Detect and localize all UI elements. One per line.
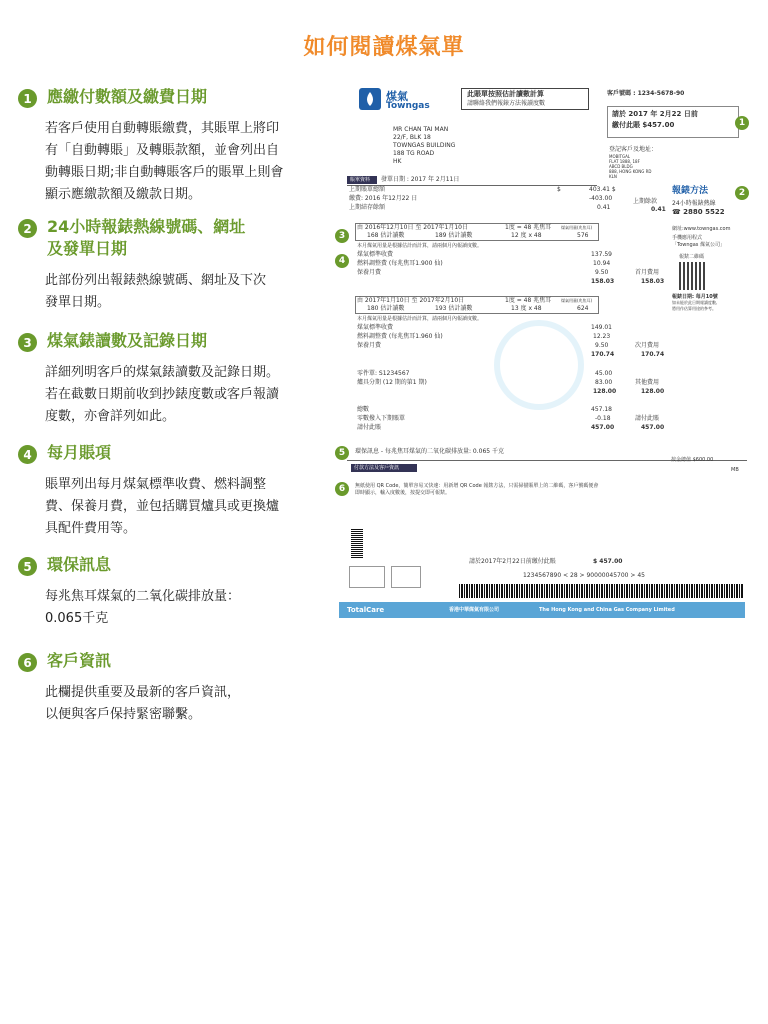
section-1 (18, 86, 330, 206)
info-bar: 付款方法及客戶資訊 (351, 464, 417, 472)
std-2: 149.01 (591, 324, 612, 331)
last-balance: 0.41 (651, 206, 666, 213)
section-number: 3 (18, 333, 37, 352)
section-number: 6 (18, 653, 37, 672)
currency-sign: $ (557, 186, 561, 193)
callout-2: 2 (735, 186, 749, 200)
section-title: 客戶資訊 (47, 651, 112, 670)
hotline-number: ☎ 2880 5522 (672, 208, 725, 216)
other-fees-value: 128.00 (641, 388, 665, 395)
round: -0.18 (595, 415, 611, 422)
next-report-date: 報錶日期: 每月10號 (672, 294, 718, 300)
towngas-logo-icon (359, 88, 381, 110)
section-title: 每月賬項 (47, 443, 112, 462)
usage-2: 624 (577, 305, 589, 312)
prev-balance-label: 上期賬單總額 (349, 186, 386, 193)
install-label: 爐具分期 (12 期的第1 期) (357, 379, 427, 386)
fuel-1-label: 燃料調整費 (每兆焦耳1.900 仙) (357, 260, 443, 267)
address-line: 22/F, BLK 18 (393, 134, 431, 141)
other-fees-label: 其他費用 (635, 379, 660, 386)
units-2: 13 度 x 48 (511, 305, 542, 312)
install-amount: 83.00 (595, 379, 613, 386)
website: 網址:www.towngas.com (672, 226, 731, 232)
payment-label: 繳費: 2016 年12月22 日 (349, 195, 418, 202)
side-barcode-icon (351, 528, 363, 558)
section-number: 5 (18, 557, 37, 576)
usage-1: 576 (577, 232, 589, 239)
notice-sub: 請聯絡我們報錶方法報讀度數 (467, 100, 546, 107)
slip-reference: 1234567890 < 28 > 90000045700 > 45 (523, 572, 645, 579)
bill-info-tag: 賬單資料 (347, 176, 377, 184)
mail-line: ABCD BLDG (609, 164, 633, 169)
report-title: 報錶方法 (672, 186, 709, 196)
next-report-note: 如未能於此日期報讀度數, (672, 300, 718, 305)
callout-5: 5 (335, 446, 349, 460)
section-title: 環保訊息 (47, 555, 112, 574)
section-title: 24小時報錶熱線號碼、網址 及發單日期 (47, 217, 246, 258)
mail-line: 888, HONG KONG RD (609, 169, 652, 174)
usage-2-label: 煤氣用量(兆焦耳) (561, 298, 593, 303)
estimate-note-2: 本月煤氣用量是根據估計而計算，請兩個月內報讀度數。 (357, 316, 483, 322)
section-4 (18, 442, 330, 540)
section-body: 若客戶使用自動轉賬繳費，其賬單上將印 有「自動轉賬」及轉賬款額，並會列出自 動轉賬日期;非自動轉賬客戶的賬單上則會 顯示應繳款額及繳款日期。 (45, 121, 284, 202)
bill-date: 發單日期 : 2017 年 2月11日 (381, 176, 460, 183)
order-amount: 45.00 (595, 370, 613, 377)
section-body: 此部份列出報錶熱線號碼、網址及下次 發單日期。 (45, 273, 267, 310)
payment-barcode-icon (459, 584, 743, 598)
section-body: 此欄提供重要及最新的客戶資訊， 以便與客戶保持緊密聯繫。 (45, 685, 241, 722)
mb-mark: MB (731, 467, 739, 473)
prev-balance: 403.41 $ (589, 186, 616, 193)
first-month-value: 158.03 (641, 278, 665, 285)
std-2-label: 煤氣標準收費 (357, 324, 394, 331)
info-text: 無紙使用 QR Code，簡單容易又快速：用新增 QR Code 報錶方法，只需掃描賬單上的二維碼，客戶號碼便會 (355, 483, 599, 489)
units-1: 12 度 x 48 (511, 232, 542, 239)
total: 457.18 (591, 406, 612, 413)
fuel-1: 10.94 (593, 260, 611, 267)
section-number: 4 (18, 445, 37, 464)
fuel-2-label: 燃料調整費 (每兆焦耳1.960 仙) (357, 333, 443, 340)
due-line-1: 請於 2017 年 2月22 日前 (612, 110, 698, 118)
address-line: MR CHAN TAI MAN (393, 126, 449, 133)
company-cn: 香港中華煤氣有限公司 (449, 607, 500, 613)
fuel-2: 12.23 (593, 333, 611, 340)
sample-gas-bill (339, 80, 751, 620)
total-label: 總數 (357, 406, 370, 413)
section-6 (18, 650, 330, 726)
remain-label: 上期結存餘額 (349, 204, 386, 211)
callout-6: 6 (335, 482, 349, 496)
section-number: 1 (18, 89, 37, 108)
mail-line: MOBITGAL (609, 154, 631, 159)
second-month-label: 次月費用 (635, 342, 660, 349)
callout-3: 3 (335, 229, 349, 243)
due-line-2: 繳付此賬 $457.00 (612, 121, 675, 129)
qr-label: 報錶二維碼 (679, 254, 705, 260)
section-3 (18, 330, 330, 428)
logo-english: Towngas (386, 101, 430, 111)
address-line: HK (393, 158, 402, 165)
round-label: 零數撥入下期賬單 (357, 415, 406, 422)
reading-1a: 168 估計讀數 (367, 232, 405, 239)
company-en: The Hong Kong and China Gas Company Limited (539, 607, 675, 613)
subtotal-1: 158.03 (591, 278, 615, 285)
pay-label: 請付此賬 (357, 424, 382, 431)
fsc-logo-icon (349, 566, 385, 588)
reading-2b: 193 估計讀數 (435, 305, 473, 312)
slip-amount: $ 457.00 (593, 558, 623, 565)
section-title: 煤氣錶讀數及記錄日期 (47, 331, 208, 350)
std-1-label: 煤氣標準收費 (357, 251, 394, 258)
callout-4: 4 (335, 254, 349, 268)
address-line: 188 TG ROAD (393, 150, 435, 157)
section-title: 應繳付數額及繳費日期 (47, 87, 208, 106)
logo-chinese: 煤氣 (386, 90, 408, 103)
unit-2: 1度 = 48 兆焦耳 (505, 297, 552, 304)
section-body: 每兆焦耳煤氣的二氧化碳排放量： 0.065千克 (45, 589, 241, 626)
info-text: 即時顯示，輸入度數後，按提交即可報錶。 (355, 490, 451, 496)
next-report-note: 將用作估算用途的參考。 (672, 306, 716, 311)
callout-1: 1 (735, 116, 749, 130)
reading-2a: 180 估計讀數 (367, 305, 405, 312)
certificate-icon (391, 566, 421, 588)
account-number: 客戶號碼 : 1234-5678-90 (607, 90, 685, 97)
mail-label: 登記客戶及地址： (609, 146, 658, 153)
hotline-label: 24小時報錶熱線 (672, 200, 716, 207)
maint-2-label: 保養月費 (357, 342, 382, 349)
footer-brand: TotalCare (347, 606, 385, 614)
usage-1-label: 煤氣用量(兆焦耳) (561, 225, 593, 230)
maint-1-label: 保養月費 (357, 269, 382, 276)
reading-1b: 189 估計讀數 (435, 232, 473, 239)
remain: 0.41 (597, 204, 611, 211)
qr-code-icon (679, 262, 707, 290)
pay-amount: 457.00 (591, 424, 615, 431)
estimate-note-1: 本月煤氣用量是根據估計而計算，請兩個月內報讀度數。 (357, 243, 483, 249)
period-2: 由 2017年1月10日 至 2017年2月10日 (357, 297, 465, 304)
order-label: 零件單: S1234567 (357, 370, 410, 377)
flame-watermark-icon (494, 320, 584, 410)
mail-line: FLAT 1888, 18F (609, 159, 640, 164)
section-number: 2 (18, 219, 37, 238)
maint-2: 9.50 (595, 342, 609, 349)
notice-title: 此賬單按照估計讀數計算 (467, 90, 544, 98)
eco-message: 環保訊息 - 每兆焦耳煤氣的二氧化碳排放量: 0.065 千克 (355, 448, 504, 455)
first-month-label: 首月費用 (635, 269, 660, 276)
pay-amount-right: 457.00 (641, 424, 665, 431)
section-2 (18, 216, 330, 314)
std-1: 137.59 (591, 251, 612, 258)
section-body: 詳細列明客戶的煤氣錶讀數及記錄日期。 若在截數日期前收到抄錶度數或客戶報讀 度數，亦會詳列如此。 (45, 365, 280, 424)
period-1: 由 2016年12月10日 至 2017年1月10日 (357, 224, 468, 231)
deposit: 按金總值 $600.00 (671, 457, 714, 463)
address-line: TOWNGAS BUILDING (393, 142, 456, 149)
payment: -403.00 (589, 195, 613, 202)
mail-line: KLN (609, 174, 617, 179)
section-body: 賬單列出每月煤氣標準收費、燃料調整 費、保養月費，並包括購買爐具或更換爐 具配件費用等。 (45, 477, 280, 536)
section-5 (18, 554, 330, 630)
app-label: 手機應用程式 (672, 235, 703, 241)
unit-1: 1度 = 48 兆焦耳 (505, 224, 552, 231)
slip-due: 請於2017年2月22日前繳付此賬 (469, 558, 556, 565)
second-month-value: 170.74 (641, 351, 665, 358)
app-name: 「Towngas 煤氣公司」 (672, 242, 725, 248)
page-title: 如何閱讀煤氣單 (303, 35, 465, 60)
pay-label-right: 請付此賬 (635, 415, 660, 422)
subtotal-3: 128.00 (593, 388, 617, 395)
last-balance-label: 上期餘款 (633, 198, 658, 205)
maint-1: 9.50 (595, 269, 609, 276)
subtotal-2: 170.74 (591, 351, 615, 358)
